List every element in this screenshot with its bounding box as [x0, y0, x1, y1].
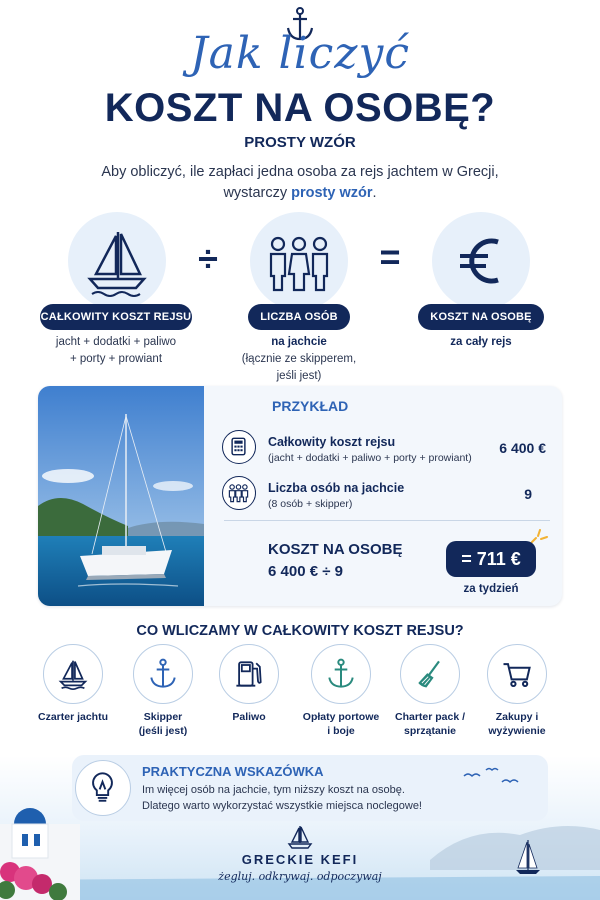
include-label: Opłaty portowe i boje	[302, 711, 380, 737]
anchor-icon	[323, 656, 359, 692]
intro-line-2-prefix: wystarczy	[223, 185, 292, 201]
brand-name: GRECKIE KEFI	[241, 852, 359, 867]
example-row1-label: Całkowity koszt rejsu	[268, 435, 396, 449]
cost-per-person-description	[420, 334, 542, 351]
sailboat-photo	[38, 386, 204, 606]
people-count-pill: LICZBA OSÓB	[248, 304, 350, 330]
euro-icon	[432, 212, 530, 310]
shopping-cart-icon	[499, 656, 535, 692]
include-item-fuel	[204, 644, 294, 724]
example-row2-label: Liczba osób na jachcie	[268, 481, 405, 495]
brand-logo-sailboat-icon	[285, 824, 315, 850]
include-icon-circle	[133, 644, 193, 704]
include-item-skipper	[118, 644, 208, 738]
example-row1-sub: (jacht + dodatki + paliwo + porty + prowiant)	[268, 452, 472, 464]
people-count-desc-bold: na jachcie	[271, 336, 327, 348]
people-icon	[223, 477, 254, 508]
include-item-port-fees	[296, 644, 386, 738]
includes-title: CO WLICZAMY W CAŁKOWITY KOSZT REJSU?	[136, 623, 464, 639]
brand-tagline: żegluj. odkrywaj. odpoczywaj	[218, 870, 382, 883]
calculator-icon-circle	[222, 430, 256, 464]
example-row1-value: 6 400 €	[499, 440, 546, 456]
include-item-charter-pack	[385, 644, 475, 738]
script-title: Jak liczyć	[190, 28, 410, 79]
tip-line-1: Im więcej osób na jachcie, tym niższy koszt na osobę.	[142, 784, 405, 796]
include-icon-circle	[43, 644, 103, 704]
tip-title: PRAKTYCZNA WSKAZÓWKA	[142, 764, 324, 779]
intro-highlight: prosty wzór	[291, 185, 373, 201]
include-item-charter	[28, 644, 118, 724]
example-result-label: KOSZT NA OSOBĘ	[268, 541, 403, 558]
people-icon	[250, 212, 348, 310]
people-count-desc-line-3: jeśli jest)	[276, 370, 322, 382]
people-icon-circle	[250, 212, 348, 310]
include-label: Czarter jachtu	[37, 711, 109, 723]
cost-per-person-desc-bold: za cały rejs	[450, 336, 512, 348]
total-cost-desc-line-1: jacht + dodatki + paliwo	[55, 336, 177, 348]
example-result-value: = 711 €	[446, 541, 536, 577]
anchor-icon	[145, 656, 181, 692]
fuel-pump-icon	[231, 656, 267, 692]
example-result-calc: 6 400 € ÷ 9	[268, 563, 343, 580]
page-title: KOSZT NA OSOBĘ?	[104, 86, 496, 130]
sailboat-icon	[68, 212, 166, 310]
intro-text	[60, 162, 540, 204]
include-icon-circle	[219, 644, 279, 704]
people-count-desc-line-2: (łącznie ze skipperem,	[241, 353, 357, 365]
example-divider	[224, 520, 550, 521]
total-cost-icon-circle	[68, 212, 166, 310]
example-title: PRZYKŁAD	[272, 398, 349, 414]
example-result-note: za tydzień	[463, 583, 519, 595]
include-icon-circle	[311, 644, 371, 704]
include-label: Zakupy i wyżywienie	[488, 711, 546, 737]
include-label: Skipper (jeśli jest)	[138, 711, 188, 737]
total-cost-description	[30, 334, 202, 368]
tip-line-2: Dlatego warto wykorzystać wszystkie miejsca noclegowe!	[142, 800, 422, 812]
divide-symbol: ÷	[198, 238, 218, 279]
page-subtitle: PROSTY WZÓR	[244, 134, 356, 151]
broom-icon	[412, 656, 448, 692]
include-item-groceries	[472, 644, 562, 738]
calculator-icon	[223, 431, 254, 462]
total-cost-pill: CAŁKOWITY KOSZT REJSU	[40, 304, 192, 330]
include-icon-circle	[487, 644, 547, 704]
include-label: Charter pack / sprzątanie	[394, 711, 466, 737]
example-row2-value: 9	[524, 486, 532, 502]
total-cost-desc-line-2: + porty + prowiant	[69, 353, 163, 365]
people-count-description	[224, 334, 374, 385]
euro-icon-circle	[432, 212, 530, 310]
intro-line-1: Aby obliczyć, ile zapłaci jedna osoba za rejs jachtem w Grecji,	[101, 164, 499, 180]
people-icon-circle-small	[222, 476, 256, 510]
include-label: Paliwo	[232, 711, 266, 723]
cost-per-person-pill: KOSZT NA OSOBĘ	[418, 304, 544, 330]
equals-symbol: =	[379, 236, 401, 277]
sailboat-icon	[54, 655, 92, 693]
intro-line-2-suffix: .	[372, 185, 377, 201]
include-icon-circle	[400, 644, 460, 704]
example-row2-sub: (8 osób + skipper)	[268, 498, 353, 510]
